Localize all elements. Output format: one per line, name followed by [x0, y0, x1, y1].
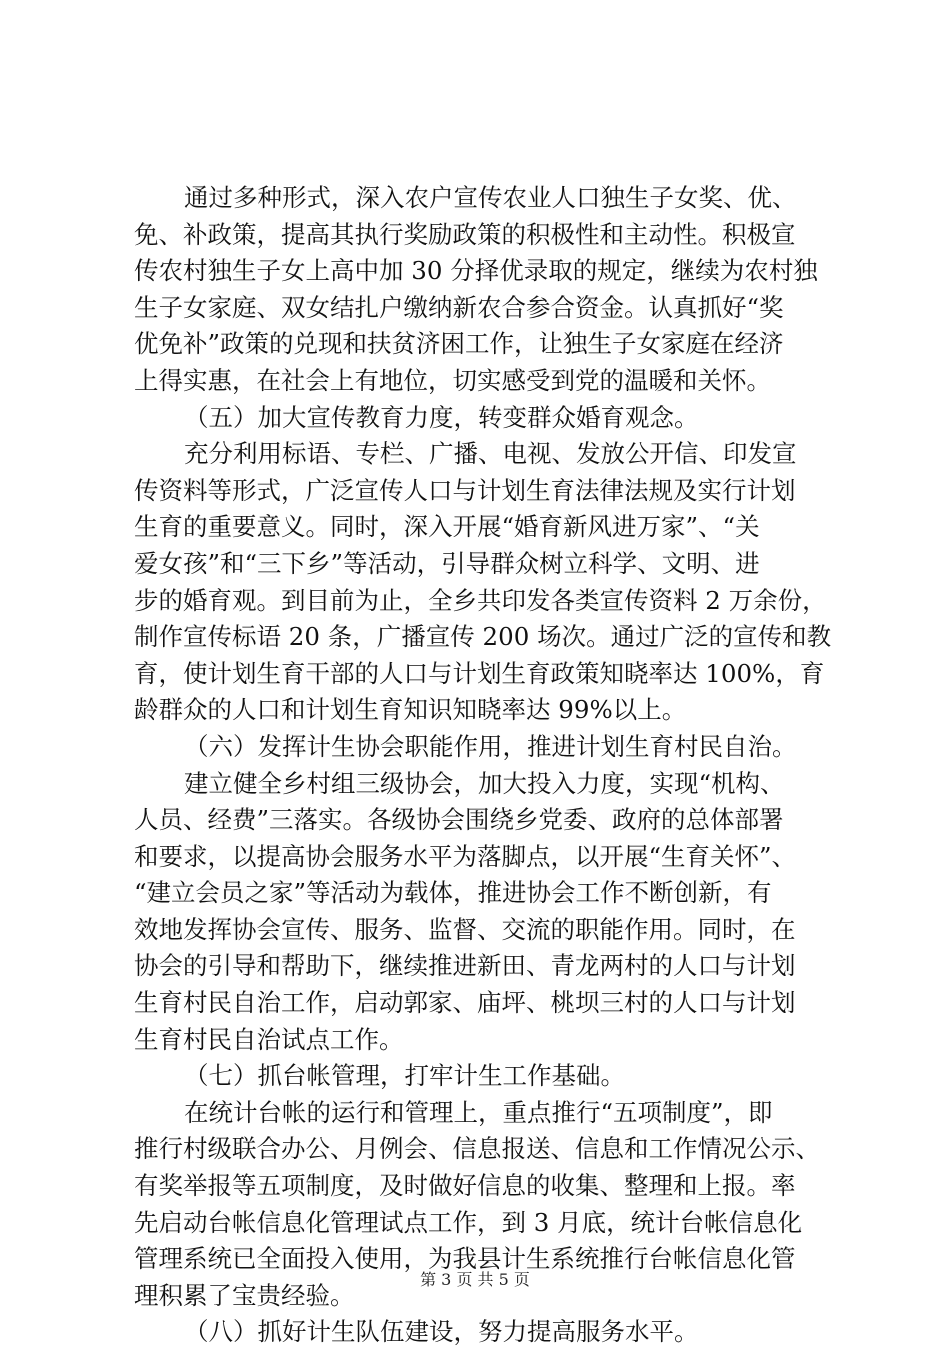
text-line: 充分利用标语、专栏、广播、电视、发放公开信、印发宣	[184, 439, 797, 469]
text-line: 先启动台帐信息化管理试点工作，到 3 月底，统计台帐信息化	[134, 1207, 803, 1237]
paragraph	[134, 436, 834, 729]
text-line: 效地发挥协会宣传、服务、监督、交流的职能作用。同时，在	[134, 914, 796, 944]
paragraph	[134, 1314, 834, 1351]
text-line: 传农村独生子女上高中加 30 分择优录取的规定，继续为农村独	[134, 256, 818, 286]
text-line: 生育村民自治试点工作。	[134, 1024, 404, 1054]
text-line: （六）发挥计生协会职能作用，推进计划生育村民自治。	[184, 731, 797, 761]
text-line: （五）加大宣传教育力度，转变群众婚育观念。	[184, 402, 699, 432]
text-line: （八）抓好计生队伍建设，努力提高服务水平。	[184, 1317, 699, 1347]
text-line: 龄群众的人口和计划生育知识知晓率达 99%以上。	[134, 695, 687, 725]
paragraph	[134, 400, 834, 437]
text-line: 优免补”政策的兑现和扶贫济困工作，让独生子女家庭在经济	[134, 329, 784, 359]
paragraph	[134, 766, 834, 1059]
text-line: 制作宣传标语 20 条，广播宣传 200 场次。通过广泛的宣传和教	[134, 622, 832, 652]
text-line: 协会的引导和帮助下，继续推进新田、青龙两村的人口与计划	[134, 951, 796, 981]
text-line: 和要求，以提高协会服务水平为落脚点，以开展“生育关怀”、	[134, 841, 797, 871]
text-line: 生育村民自治工作，启动郭家、庙坪、桃坝三村的人口与计划	[134, 988, 796, 1018]
text-line: 免、补政策，提高其执行奖励政策的积极性和主动性。积极宣	[134, 219, 796, 249]
text-line: 人员、经费”三落实。各级协会围绕乡党委、政府的总体部署	[134, 805, 784, 835]
text-line: 上得实惠，在社会上有地位，切实感受到党的温暖和关怀。	[134, 365, 771, 395]
text-line: （七）抓台帐管理，打牢计生工作基础。	[184, 1061, 625, 1091]
text-line: 爱女孩”和“三下乡”等活动，引导群众树立科学、文明、进	[134, 548, 760, 578]
text-line: 通过多种形式，深入农户宣传农业人口独生子女奖、优、	[184, 183, 797, 212]
text-line: 育，使计划生育干部的人口与计划生育政策知晓率达 100%，育	[134, 658, 825, 688]
text-line: “建立会员之家”等活动为载体，推进协会工作不断创新，有	[134, 878, 772, 908]
text-line: 生育的重要意义。同时，深入开展“婚育新风进万家”、“关	[134, 512, 760, 542]
text-line: 在统计台帐的运行和管理上，重点推行“五项制度”，即	[184, 1097, 773, 1127]
text-line: 步的婚育观。到目前为止，全乡共印发各类宣传资料 2 万余份，	[134, 585, 827, 615]
text-line: 推行村级联合办公、月例会、信息报送、信息和工作情况公示、	[134, 1134, 820, 1164]
text-line: 传资料等形式，广泛宣传人口与计划生育法律法规及实行计划	[134, 475, 796, 505]
paragraph	[134, 180, 834, 400]
text-line: 有奖举报等五项制度，及时做好信息的收集、整理和上报。率	[134, 1171, 796, 1201]
paragraph	[134, 729, 834, 766]
text-line: 管理系统已全面投入使用，为我县计生系统推行台帐信息化管	[134, 1244, 796, 1274]
text-line: 理积累了宝贵经验。	[134, 1280, 355, 1310]
text-line: 生子女家庭、双女结扎户缴纳新农合参合资金。认真抓好“奖	[134, 292, 784, 322]
text-line: 建立健全乡村组三级协会，加大投入力度，实现“机构、	[184, 768, 785, 798]
paragraph	[134, 1058, 834, 1095]
page-footer: 第 3 页 共 5 页	[420, 1270, 530, 1289]
document-body	[134, 180, 834, 1351]
